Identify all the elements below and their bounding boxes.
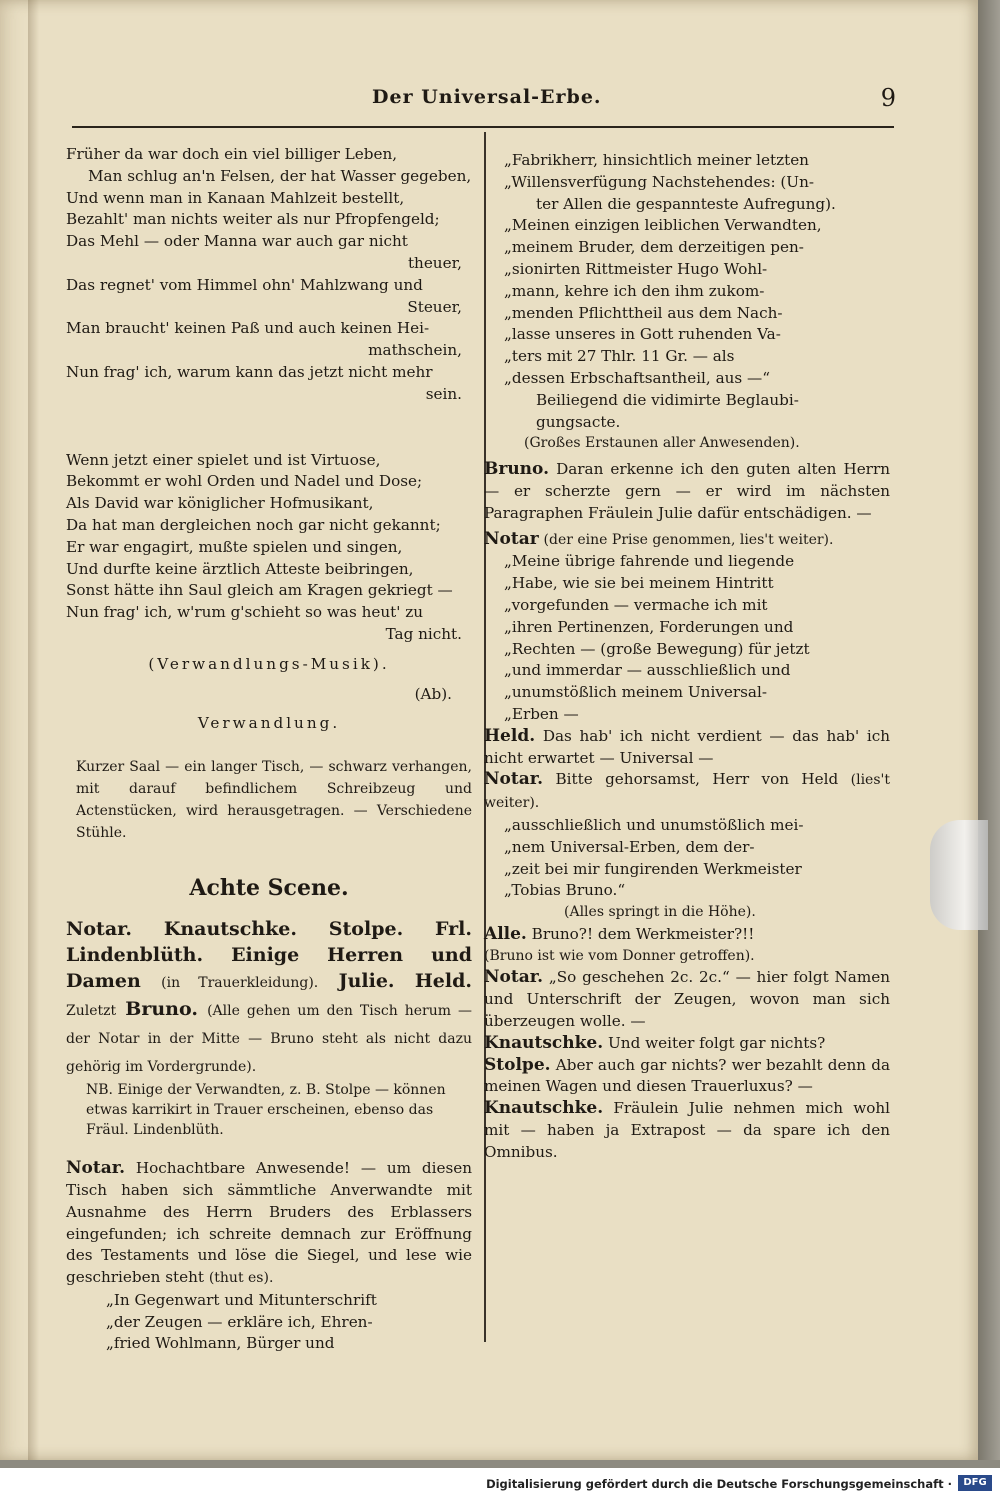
stolpe-speech: Aber auch gar nichts? wer bezahlt denn da meinen Wagen und diesen Trauerluxus? — bbox=[484, 1055, 890, 1096]
quote-line: „der Zeugen — erkläre ich, Ehren- bbox=[106, 1312, 373, 1331]
notar4-block bbox=[484, 967, 890, 1032]
notar3-speech: Bitte gehorsamst, Herr von Held bbox=[555, 770, 839, 789]
stage-jump: (Alles springt in die Höhe). bbox=[564, 904, 756, 921]
quote-line: „Willensverfügung Nachstehendes: (Un- bbox=[504, 172, 815, 191]
funding-note: Digitalisierung gefördert durch die Deutsche Forschungsgemeinschaft · bbox=[486, 1477, 952, 1491]
quote-line: „Meine übrige fahrende und liegende bbox=[504, 552, 795, 571]
notar-speech-block bbox=[66, 1158, 472, 1290]
alle-speech: Bruno?! dem Werkmeister?!! bbox=[531, 924, 755, 943]
quote-line: „ters mit 27 Thlr. 11 Gr. — als bbox=[504, 347, 735, 366]
verse-line: Und durfte keine ärztlich Atteste beibringen, bbox=[66, 559, 414, 578]
verse-line: Bekommt er wohl Orden und Nadel und Dose; bbox=[66, 472, 423, 491]
right-column bbox=[484, 150, 890, 1164]
verse-line: sein. bbox=[425, 384, 462, 403]
quote-line: „fried Wohlmann, Bürger und bbox=[106, 1334, 335, 1353]
stage-exit: (Ab). bbox=[414, 684, 452, 703]
quote-line: „ihren Pertinenzen, Forderungen und bbox=[504, 617, 794, 636]
testament-quote-2 bbox=[484, 551, 890, 725]
verse-line: Das regnet' vom Himmel ohn' Mahlzwang und bbox=[66, 275, 423, 294]
header-rule bbox=[72, 126, 894, 128]
speaker-notar-4: Notar. bbox=[484, 967, 544, 988]
verse-line: Steuer, bbox=[407, 297, 462, 316]
stage-music: (Verwandlungs-Musik). bbox=[148, 654, 390, 673]
page-number: 9 bbox=[880, 84, 896, 112]
speaker-notar-2: Notar bbox=[484, 528, 539, 549]
verse-line: Nun frag' ich, w'rum g'schieht so was heut' zu bbox=[66, 603, 424, 622]
quote-line: „zeit bei mir fungirenden Werkmeister bbox=[504, 859, 802, 878]
nb-note: NB. Einige der Verwandten, z. B. Stolpe — können etwas karrikirt in Trauer erscheinen, ebenso das Fräul. Lindenblüth. bbox=[86, 1082, 446, 1139]
knautschke-block bbox=[484, 1033, 890, 1055]
speaker-notar-3: Notar. bbox=[484, 769, 544, 790]
quote-line: „sionirten Rittmeister Hugo Wohl- bbox=[504, 259, 768, 278]
quote-line: Beiliegend die vidimirte Beglaubi- bbox=[536, 390, 799, 409]
verse-line: theuer, bbox=[407, 253, 462, 272]
notar4-speech: „So geschehen 2c. 2c.“ — hier folgt Namen und Unterschrift der Zeugen, wovon man sich überzeugen wolle. — bbox=[484, 968, 891, 1031]
cast-stage: (Alle gehen um den Tisch herum — der Notar in der Mitte — Bruno steht als nicht dazu gehörig im Vordergrunde). bbox=[66, 1003, 472, 1076]
verse-line: Das Mehl — oder Manna war auch gar nicht bbox=[66, 232, 408, 251]
verse-line: Nun frag' ich, warum kann das jetzt nicht mehr bbox=[66, 362, 433, 381]
quote-line: „Fabrikherr, hinsichtlich meiner letzten bbox=[504, 151, 809, 169]
notar3-block bbox=[484, 769, 890, 815]
alle-block bbox=[484, 924, 890, 946]
quote-line: „Erben — bbox=[504, 704, 579, 723]
cast-bruno: Bruno. bbox=[125, 998, 198, 1021]
speaker-bruno: Bruno. bbox=[484, 459, 550, 480]
stolpe-block bbox=[484, 1055, 890, 1099]
quote-line: ter Allen die gespannteste Aufregung). bbox=[536, 194, 836, 213]
quote-line: „vorgefunden — vermache ich mit bbox=[504, 595, 768, 614]
cast-last: Zuletzt bbox=[66, 1003, 117, 1020]
verse-line: Früher da war doch ein viel billiger Leben, bbox=[66, 145, 398, 163]
knautschke2-block bbox=[484, 1098, 890, 1163]
quote-line: „Tobias Bruno.“ bbox=[504, 881, 626, 900]
testament-quote-1 bbox=[484, 150, 890, 433]
testament-quote-3 bbox=[484, 815, 890, 902]
testament-quote-start bbox=[66, 1290, 472, 1355]
notar2-block bbox=[484, 529, 890, 552]
quote-line: „ausschließlich und unumstößlich mei- bbox=[504, 815, 804, 834]
cast-names-2: Julie. Held. bbox=[338, 970, 473, 993]
verse-line: Man braucht' keinen Paß und auch keinen Hei- bbox=[66, 319, 430, 338]
bruno-speech-block bbox=[484, 459, 890, 524]
verse-line: Da hat man dergleichen noch gar nicht gekannt; bbox=[66, 515, 441, 534]
knautschke-speech: Und weiter folgt gar nichts? bbox=[608, 1033, 826, 1052]
verse-line: Und wenn man in Kanaan Mahlzeit bestellt, bbox=[66, 188, 405, 207]
verse-line: Wenn jetzt einer spielet und ist Virtuose, bbox=[66, 450, 381, 469]
running-header bbox=[72, 84, 896, 112]
speaker-stolpe: Stolpe. bbox=[484, 1054, 551, 1075]
quote-line: „Habe, wie sie bei meinem Hintritt bbox=[504, 574, 774, 593]
verse-stanza-1 bbox=[66, 144, 472, 406]
speaker-alle: Alle. bbox=[484, 923, 527, 944]
left-column bbox=[66, 144, 472, 1355]
page-edge bbox=[978, 0, 1000, 1460]
scene-title: Achte Scene. bbox=[189, 875, 349, 902]
page-fold-shadow bbox=[28, 0, 44, 1460]
verse-line: Als David war königlicher Hofmusikant, bbox=[66, 494, 374, 513]
verse-line: Tag nicht. bbox=[385, 624, 462, 643]
setting-description: Kurzer Saal — ein langer Tisch, — schwarz verhangen, mit darauf befindlichem Schreibzeug und Actenstücken, wird herausgetragen. — Verschiedene Stühle. bbox=[76, 759, 472, 841]
verse-line: Sonst hätte ihn Saul gleich am Kragen gekriegt — bbox=[66, 581, 453, 600]
held-speech: Das hab' ich nicht verdient — das hab' ich nicht erwartet — Universal — bbox=[484, 726, 890, 767]
verse-line: Er war engagirt, mußte spielen und singen, bbox=[66, 537, 403, 556]
quote-line: „mann, kehre ich den ihm zukom- bbox=[504, 281, 765, 300]
speaker-knautschke: Knautschke. bbox=[484, 1032, 604, 1053]
cast-list bbox=[66, 916, 472, 1080]
running-title: Der Universal-Erbe. bbox=[372, 86, 602, 108]
stage-astonishment: (Großes Erstaunen aller Anwesenden). bbox=[524, 435, 800, 452]
quote-line: „dessen Erbschaftsantheil, aus —“ bbox=[504, 368, 770, 387]
stage-thunderstruck: (Bruno ist wie vom Donner getroffen). bbox=[484, 947, 755, 964]
dfg-logo: DFG bbox=[958, 1475, 992, 1491]
held-speech-block bbox=[484, 726, 890, 770]
quote-line: „unumstößlich meinem Universal- bbox=[504, 683, 767, 702]
cast-names: Notar. Knautschke. Stolpe. Frl. Lindenblüth. Einige Herren und Damen bbox=[66, 918, 472, 993]
footer-bar bbox=[0, 1468, 1000, 1498]
cast-note: (in Trauerkleidung). bbox=[161, 975, 319, 992]
verse-line: Bezahlt' man nichts weiter als nur Pfropfengeld; bbox=[66, 210, 440, 229]
quote-line: „In Gegenwart und Mitunterschrift bbox=[106, 1290, 377, 1309]
scene-change: Verwandlung. bbox=[197, 714, 341, 733]
quote-line: „und immerdar — ausschließlich und bbox=[504, 661, 791, 680]
quote-line: „menden Pflichttheil aus dem Nach- bbox=[504, 303, 783, 322]
notar2-stage: (der eine Prise genommen, lies't weiter). bbox=[543, 531, 834, 548]
quote-line: „meinem Bruder, dem derzeitigen pen- bbox=[504, 238, 804, 257]
quote-line: „lasse unseres in Gott ruhenden Va- bbox=[504, 325, 781, 344]
verse-stanza-2 bbox=[66, 450, 472, 646]
quote-line: „Meinen einzigen leiblichen Verwandten, bbox=[504, 216, 822, 235]
knautschke2-speech: Fräulein Julie nehmen mich wohl mit — haben ja Extrapost — da spare ich den Omnibus. bbox=[484, 1099, 890, 1161]
speaker-held: Held. bbox=[484, 725, 536, 746]
notar-stage: (thut es). bbox=[208, 1270, 274, 1287]
speaker-knautschke-2: Knautschke. bbox=[484, 1098, 604, 1119]
notar3-stage: (lies't weiter). bbox=[484, 772, 891, 812]
verse-line: Man schlug an'n Felsen, der hat Wasser gegeben, bbox=[88, 166, 472, 185]
speaker-notar: Notar. bbox=[66, 1158, 126, 1179]
notar-speech: Hochachtbare Anwesende! — um diesen Tisch haben sich sämmtliche Anverwandte mit Ausnahme des Herrn Bruders des Erblassers eingefunden; ich schreite demnach zur Eröffnung des Testaments und löse die Siegel, und lese wie geschrieben steht bbox=[66, 1159, 473, 1287]
quote-line: „Rechten — (große Bewegung) für jetzt bbox=[504, 639, 810, 658]
page-clip bbox=[930, 820, 988, 930]
bruno-speech: Daran erkenne ich den guten alten Herrn — er scherzte gern — er wird im nächsten Paragraphen Fräulein Julie dafür entschädigen. — bbox=[484, 460, 890, 522]
verse-line: mathschein, bbox=[368, 341, 462, 360]
quote-line: „nem Universal-Erben, dem der- bbox=[504, 837, 755, 856]
quote-line: gungsacte. bbox=[536, 412, 621, 431]
